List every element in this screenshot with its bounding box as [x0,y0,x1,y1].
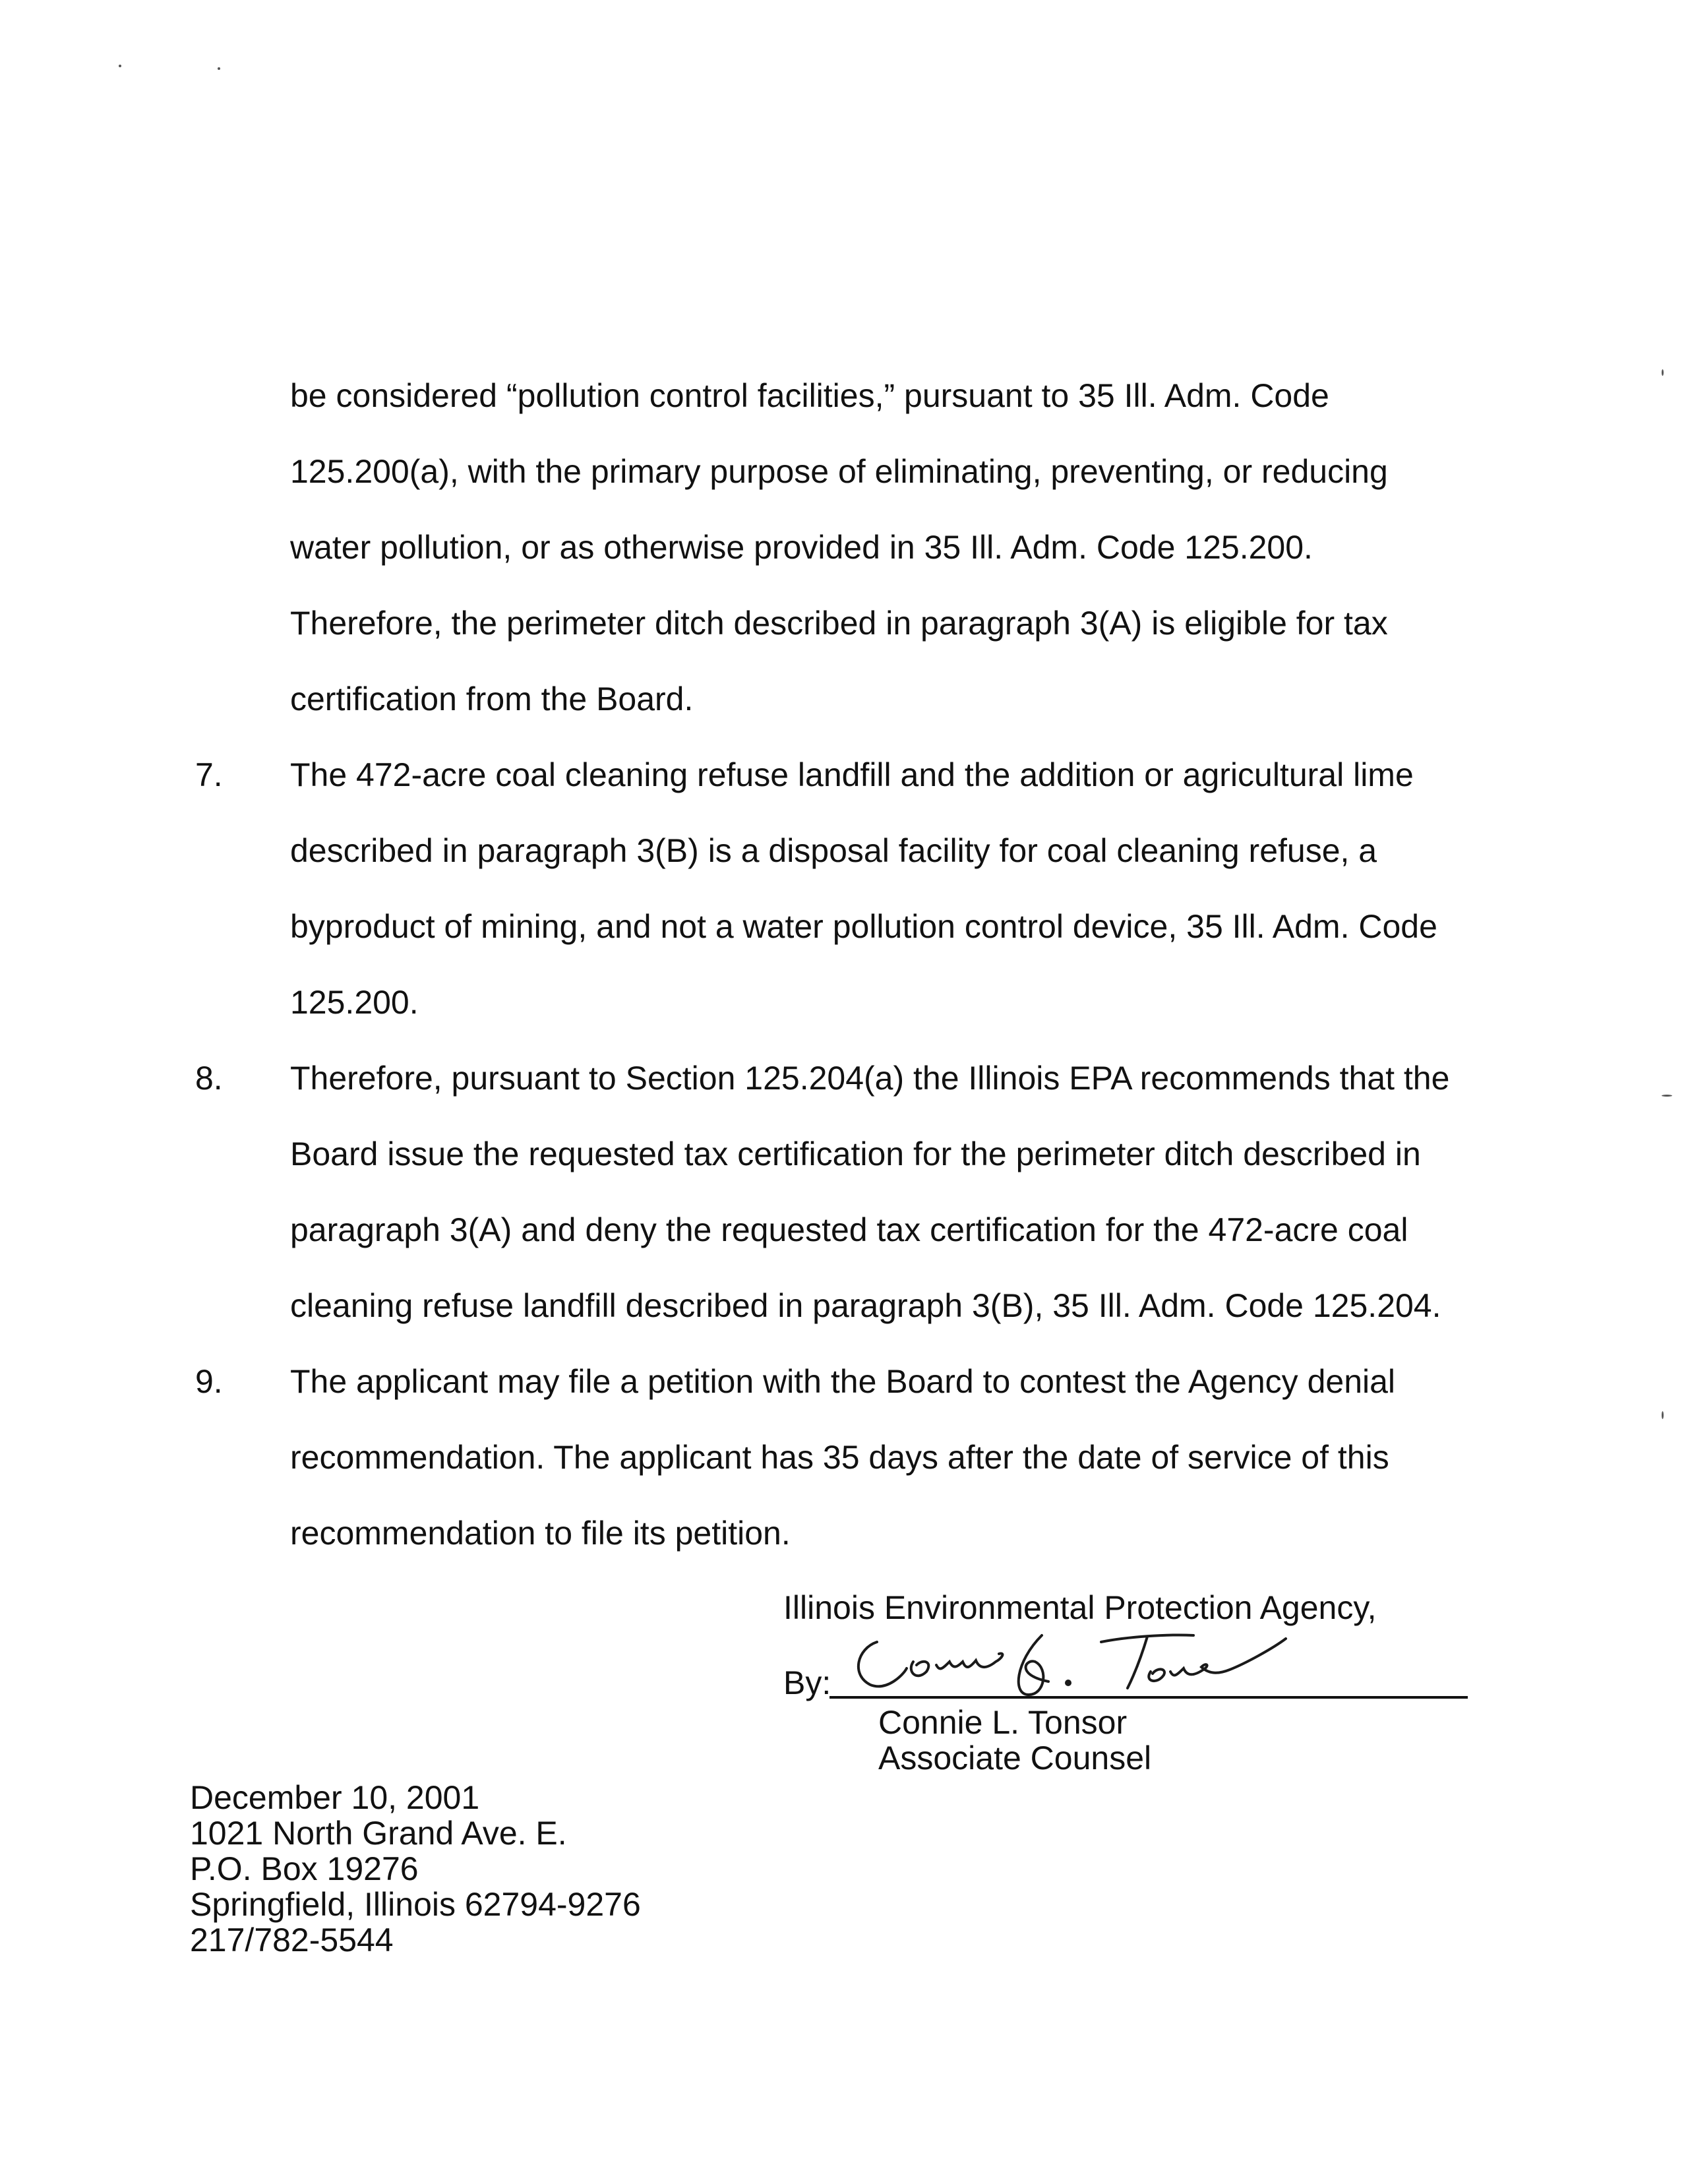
body-line: recommendation to file its petition. [290,1515,791,1552]
scan-speck [1662,369,1664,376]
paragraph-number: 8. [195,1060,223,1097]
scan-speck [119,65,121,67]
scan-speck [1662,1095,1672,1097]
body-line: 125.200(a), with the primary purpose of eliminating, preventing, or reducing [290,453,1388,490]
address-line: 1021 North Grand Ave. E. [190,1815,567,1852]
document-date: December 10, 2001 [190,1779,480,1816]
signer-name: Connie L. Tonsor [878,1704,1128,1741]
body-line: recommendation. The applicant has 35 days after the date of service of this [290,1439,1389,1476]
body-line: be considered “pollution control facilities,” pursuant to 35 Ill. Adm. Code [290,377,1329,414]
signer-title: Associate Counsel [878,1740,1152,1776]
body-line: Therefore, the perimeter ditch described in paragraph 3(A) is eligible for tax [290,605,1388,642]
paragraph-number: 9. [195,1363,223,1400]
address-line: 217/782-5544 [190,1922,394,1958]
body-line: byproduct of mining, and not a water pollution control device, 35 Ill. Adm. Code [290,908,1437,945]
body-line: The applicant may file a petition with the Board to contest the Agency denial [290,1363,1396,1400]
body-line: 125.200. [290,984,419,1021]
body-line: certification from the Board. [290,681,694,717]
scan-speck [218,67,220,70]
scan-speck [1662,1411,1664,1419]
body-line: The 472-acre coal cleaning refuse landfill and the addition or agricultural lime [290,756,1414,793]
handwritten-signature [851,1622,1325,1701]
address-line: Springfield, Illinois 62794-9276 [190,1886,641,1923]
body-line: paragraph 3(A) and deny the requested tax certification for the 472-acre coal [290,1211,1408,1248]
body-line: described in paragraph 3(B) is a disposal facility for coal cleaning refuse, a [290,832,1377,869]
address-line: P.O. Box 19276 [190,1850,419,1887]
body-line: water pollution, or as otherwise provided in 35 Ill. Adm. Code 125.200. [290,529,1313,566]
agency-name: Illinois Environmental Protection Agency, [783,1589,1377,1626]
body-line: Board issue the requested tax certification for the perimeter ditch described in [290,1136,1421,1172]
paragraph-number: 7. [195,756,223,793]
by-label: By: [783,1664,831,1701]
body-line: cleaning refuse landfill described in paragraph 3(B), 35 Ill. Adm. Code 125.204. [290,1287,1441,1324]
signature-line [829,1696,1468,1699]
body-line: Therefore, pursuant to Section 125.204(a) the Illinois EPA recommends that the [290,1060,1450,1097]
